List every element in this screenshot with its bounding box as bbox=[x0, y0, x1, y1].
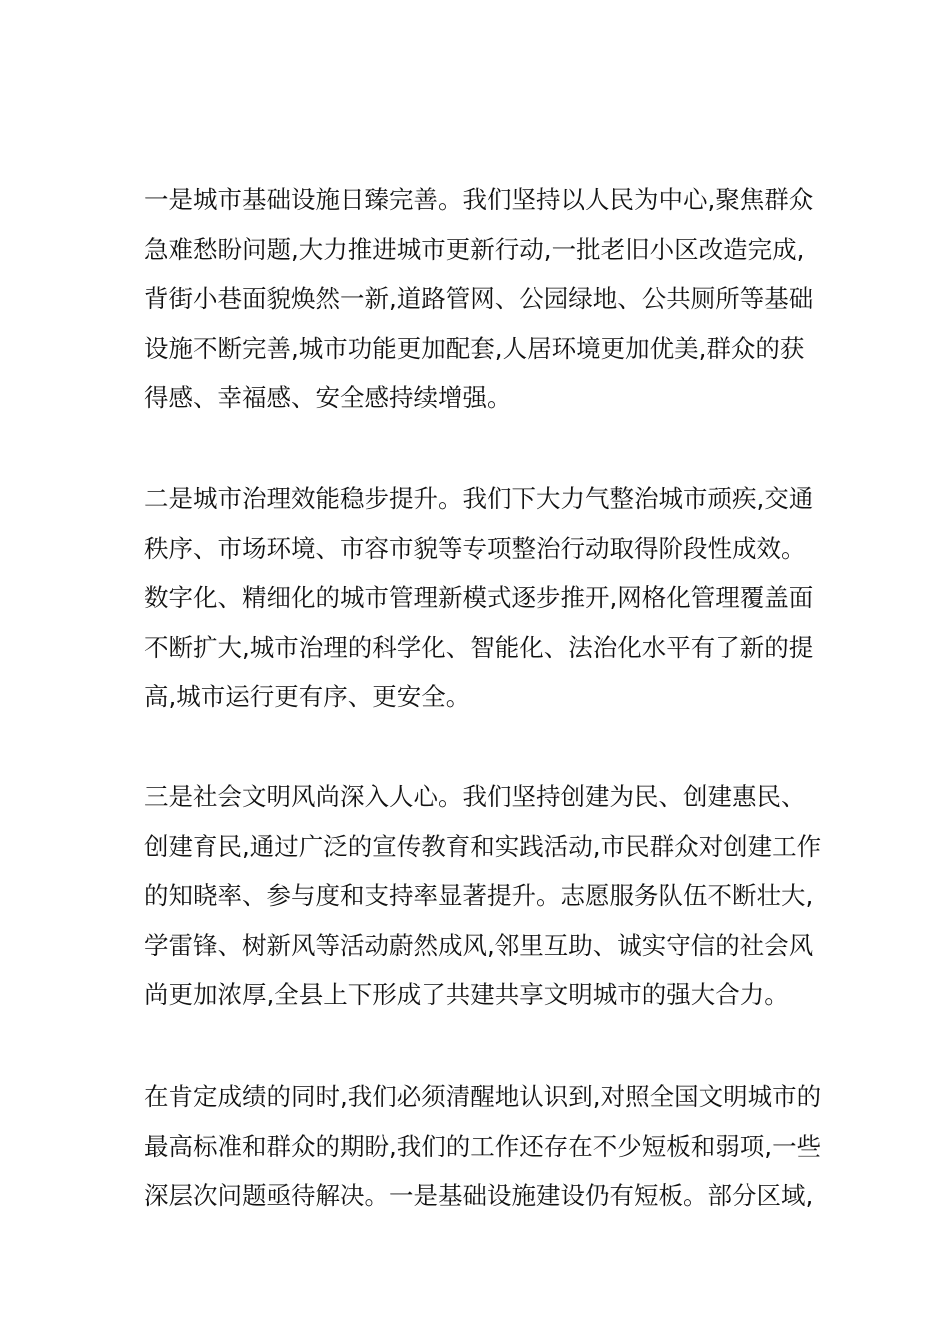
text-line: 学雷锋、树新风等活动蔚然成风,邻里互助、诚实守信的社会风 bbox=[144, 930, 814, 960]
text-line: 急难愁盼问题,大力推进城市更新行动,一批老旧小区改造完成, bbox=[144, 234, 805, 264]
text-line: 二是城市治理效能稳步提升。我们下大力气整治城市顽疾,交通 bbox=[144, 484, 814, 513]
paragraph-governance bbox=[144, 474, 814, 722]
text-line: 高,城市运行更有序、更安全。 bbox=[144, 682, 471, 711]
text-line: 数字化、精细化的城市管理新模式逐步推开,网格化管理覆盖面 bbox=[144, 583, 814, 612]
text-line: 秩序、市场环境、市容市貌等专项整治行动取得阶段性成效。 bbox=[144, 533, 806, 563]
paragraph-civilization bbox=[144, 772, 822, 1020]
text-line: 创建育民,通过广泛的宣传教育和实践活动,市民群众对创建工作 bbox=[144, 831, 822, 861]
text-line: 不断扩大,城市治理的科学化、智能化、法治化水平有了新的提 bbox=[144, 632, 814, 662]
text-line: 三是社会文明风尚深入人心。我们坚持创建为民、创建惠民、 bbox=[144, 782, 806, 811]
paragraph-shortcomings bbox=[144, 1072, 822, 1221]
text-line: 一是城市基础设施日臻完善。我们坚持以人民为中心,聚焦群众 bbox=[144, 185, 814, 214]
text-line: 背街小巷面貌焕然一新,道路管网、公园绿地、公共厕所等基础 bbox=[144, 284, 814, 313]
text-line: 的知晓率、参与度和支持率显著提升。志愿服务队伍不断壮大, bbox=[144, 881, 814, 910]
paragraph-infrastructure bbox=[144, 175, 814, 423]
text-line: 深层次问题亟待解决。一是基础设施建设仍有短板。部分区域, bbox=[144, 1181, 814, 1210]
text-line: 设施不断完善,城市功能更加配套,人居环境更加优美,群众的获 bbox=[144, 333, 805, 363]
text-line: 最高标准和群众的期盼,我们的工作还存在不少短板和弱项,一些 bbox=[144, 1131, 822, 1161]
text-line: 在肯定成绩的同时,我们必须清醒地认识到,对照全国文明城市的 bbox=[144, 1082, 822, 1111]
text-line: 尚更加浓厚,全县上下形成了共建共享文明城市的强大合力。 bbox=[144, 980, 789, 1009]
text-line: 得感、幸福感、安全感持续增强。 bbox=[144, 383, 512, 412]
